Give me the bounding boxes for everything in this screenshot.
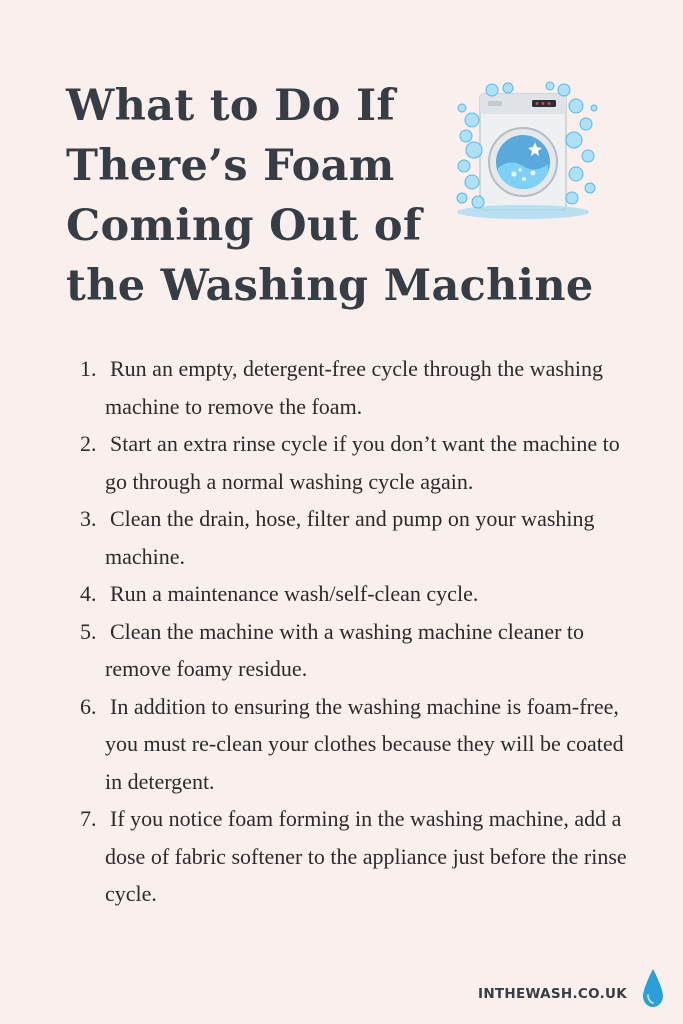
list-item [80,800,640,913]
step-text: Run a maintenance wash/self-clean cycle. [110,581,479,606]
list-item [80,575,640,613]
step-number: 3. [80,506,97,531]
title-line: What to Do If [66,81,396,131]
step-number: 7. [80,806,97,831]
title-line: the Washing Machine [66,261,594,311]
step-text: Start an extra rinse cycle if you don’t want the machine to go through a normal washing cycle again. [105,431,620,494]
step-number: 4. [80,581,97,606]
step-text: If you notice foam forming in the washing machine, add a dose of fabric softener to the appliance just before the rinse cycle. [105,806,627,906]
steps-list [80,350,640,913]
step-text: Clean the drain, hose, filter and pump on your washing machine. [105,506,595,569]
list-item [80,500,640,575]
step-number: 6. [80,693,97,719]
list-item [80,350,640,425]
step-text: Clean the machine with a washing machine cleaner to remove foamy residue. [105,618,585,681]
step-number: 1. [80,356,97,381]
step-text: Run an empty, detergent-free cycle through the washing machine to remove the foam. [105,356,604,419]
washing-machine-with-foam-icon [452,80,602,230]
step-number: 2. [80,431,97,456]
step-text: In addition to ensuring the washing machine is foam-free, you must re-clean your clothes because they will be coated in detergent. [105,693,624,794]
brand-name: INTHEWASH.CO.UK [478,986,628,1002]
title-line: There’s Foam [66,141,395,191]
step-number: 5. [80,618,97,644]
title-line: Coming Out of [66,201,422,251]
water-drop-icon [641,968,665,1008]
list-item [80,613,640,688]
list-item [80,425,640,500]
list-item [80,688,640,801]
